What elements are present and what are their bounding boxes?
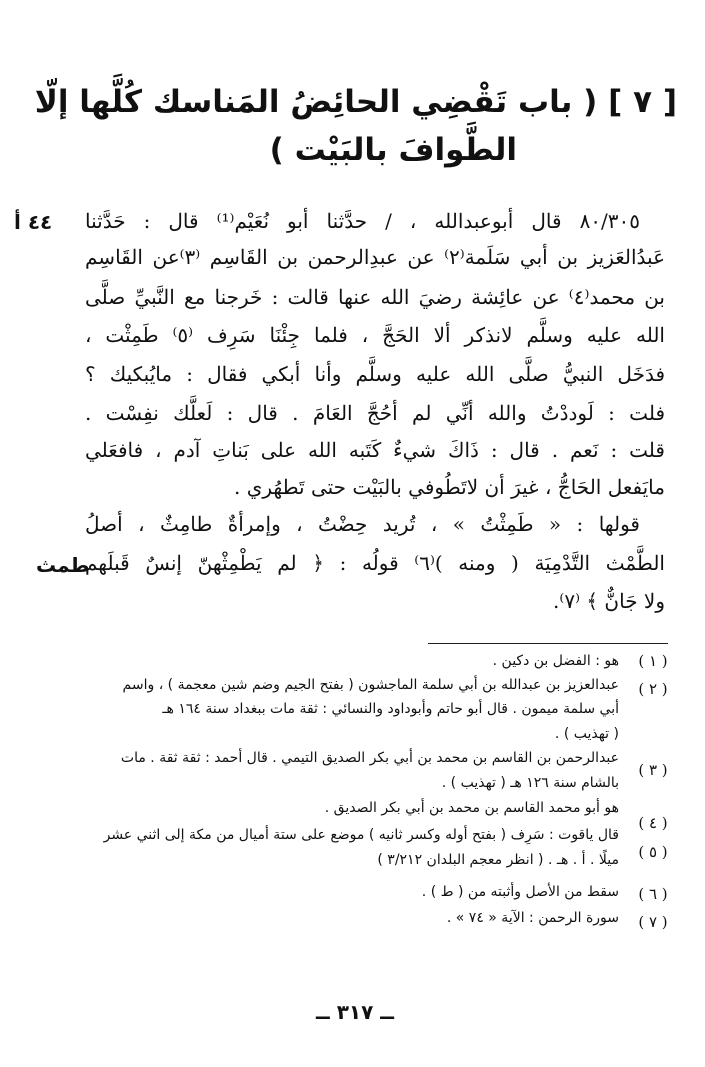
body-line: فلت : لَوددْتُ والله أنِّي لم أحُجَّ العَامَ . قال : لَعلَّك نفِسْت . <box>85 401 665 425</box>
footnote-line: سورة الرحمن : الآية « ٧٤ » . <box>446 910 619 926</box>
footnote-line: سقط من الأصل وأثبته من ( ط ) . <box>421 884 619 900</box>
body-line: قلت : نَعم . قال : ذَاكَ شيءٌ كَتَبه الله على بَناتِ آدم ، فافعَلي <box>85 438 665 462</box>
body-line: ٨٠/٣٠٥ قال أبوعبدالله ، / حدَّثنا أبو نُعَيْم⁽¹⁾ قال : حَدَّثنا <box>85 209 641 233</box>
page-number: ــ ٣١٧ ــ <box>316 1000 394 1024</box>
footnote-line: هو أبو محمد القاسم بن محمد بن أبي بكر الصديق . <box>324 800 619 816</box>
footnote-line: ميلًا . أ . هـ . ( انظر معجم البلدان ٣/٢١٢ ) <box>377 852 619 868</box>
footnote-number: ( ٥ ) <box>638 843 668 861</box>
body-line: فدَخَل النبيُّ صلَّى الله عليه وسلَّم وأنا أبكي فقال : مايُبكيك ؟ <box>85 362 666 386</box>
footnote-line: هو : الفضل بن دكين . <box>492 653 619 669</box>
footnote-line: عبدالعزيز بن عبدالله بن أبي سلمة الماجشون ( بفتح الجيم وضم شين معجمة ) ، واسم <box>122 677 619 693</box>
footnote-number: ( ٧ ) <box>638 913 668 931</box>
body-line: قولها : « طَمِثْتُ » ، تُريد حِضْتُ ، وإمرأةٌ طامِثٌ ، أصلُ <box>85 512 640 536</box>
margin-folio-note: ٤٤ أ <box>14 210 53 234</box>
footnote-number: ( ١ ) <box>638 652 668 670</box>
chapter-title-line-1: [ ٧ ] ( باب تَقْضِي الحائِضُ المَناسك كُلَّها إلّا <box>34 84 677 120</box>
footnote-number: ( ٣ ) <box>638 761 668 779</box>
body-line: ولا جَانٌّ ﴾ ⁽٧⁾. <box>553 589 665 613</box>
footnote-number: ( ٤ ) <box>638 814 668 832</box>
footnote-line: أبي سلمة ميمون . قال أبو حاتم وأبوداود والنسائي : ثقة مات ببغداد سنة ١٦٤ هـ <box>162 701 619 717</box>
footnote-line: بالشام سنة ١٢٦ هـ ( تهذيب ) . <box>441 775 619 791</box>
footnote-number: ( ٦ ) <box>638 885 668 903</box>
footnote-line: قال ياقوت : سَرِف ( بفتح أوله وكسر ثانيه ) موضع على ستة أميال من مكة إلى اثني عشر <box>103 827 619 843</box>
body-line: الله عليه وسلَّم لانذكر ألا الحَجَّ ، فلما جِئْنَا سَرِف ⁽٥⁾ طَمِثْت ، <box>85 323 665 347</box>
margin-keyword-note: طمث <box>36 553 90 577</box>
footnote-number: ( ٢ ) <box>638 680 668 698</box>
body-line: بن محمد⁽٤⁾ عن عائِشة رضيَ الله عنها قالت : خَرجنا مع النَّبيِّ صلَّى <box>85 285 665 309</box>
body-line: عَبدُالعَزيز بن أبي سَلَمة⁽٢⁾ عن عبدِالرحمن بن القَاسِم ⁽٣⁾عن القَاسِم <box>85 245 665 269</box>
chapter-title-line-2: الطَّوافَ بالبَيْت ) <box>269 132 517 168</box>
footnote-line: عبدالرحمن بن القاسم بن محمد بن أبي بكر الصديق التيمي . قال أحمد : ثقة ثقة . مات <box>120 750 619 766</box>
footnote-line: ( تهذيب ) . <box>554 726 619 742</box>
body-line: الطَّمْث التَّدْمِيَة ( ومنه )⁽٦⁾ قولُه : ﴿ لم يَطْمِثْهنّ إنسٌ قَبلَهم <box>85 551 665 575</box>
body-line: مايَفعل الحَاجُّ ، غيرَ أن لاتَطُوفي بالبَيْت حتى تَطهُري . <box>233 475 665 499</box>
footnote-divider <box>428 643 668 644</box>
